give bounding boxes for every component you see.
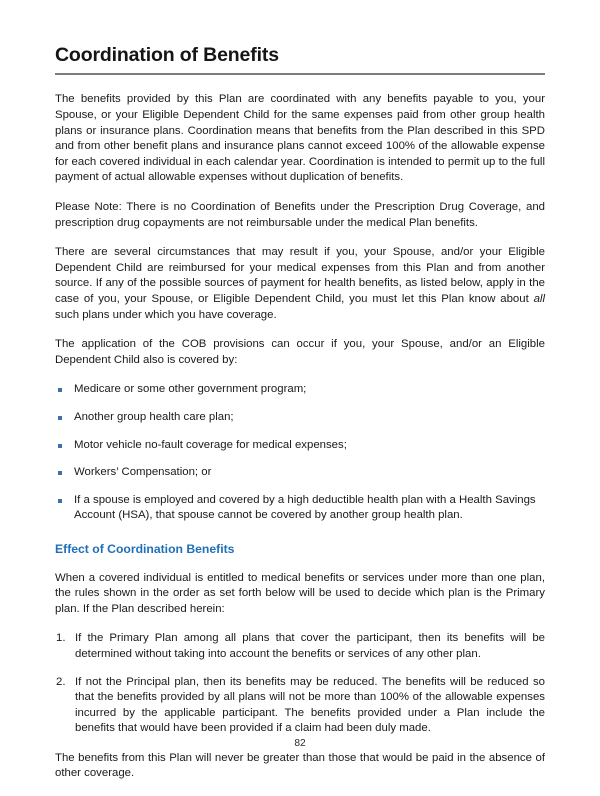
list-item-label: If not the Principal plan, then its benefits may be reduced. The benefits will be reduced so that the benefits provided by all plans will not be more than 100% of the allowable expenses incurred by the applicable participant. The benefits provided under a Plan include the benefits that would have been provided if a claim had been duly made. <box>75 675 545 735</box>
list-item-label: If the Primary Plan among all plans that cover the participant, then its benefits will be determined without taking into account the benefits or services of any other plan. <box>75 632 545 660</box>
list-item <box>55 493 545 524</box>
list-item-label: Motor vehicle no-fault coverage for medical expenses; <box>74 438 347 451</box>
list-item-label: Medicare or some other government program; <box>74 383 307 396</box>
list-item-label: If a spouse is employed and covered by a high deductible health plan with a Health Savings Account (HSA), that spouse cannot be covered by another group health plan. <box>74 493 536 522</box>
list-item-label: Workers’ Compensation; or <box>74 466 212 479</box>
list-item <box>55 382 545 398</box>
closing-paragraph: The benefits from this Plan will never be greater than those that would be paid in the absence of other coverage. <box>55 751 545 780</box>
list-item <box>55 465 545 481</box>
section-sub-heading: Effect of Coordination Benefits <box>55 541 235 556</box>
square-bullet-icon <box>58 499 62 503</box>
square-bullet-icon <box>58 388 62 392</box>
coverage-sources-list <box>55 382 545 524</box>
square-bullet-icon <box>58 471 62 475</box>
list-item-number: 1. <box>56 632 66 645</box>
circumstances-text-part2: such plans under which you have coverage. <box>55 308 277 321</box>
square-bullet-icon <box>58 444 62 448</box>
primary-plan-rules-list <box>55 631 545 737</box>
circumstances-paragraph <box>55 245 545 323</box>
page-content <box>55 44 545 796</box>
page-number: 82 <box>294 738 306 749</box>
list-item-label: Another group health care plan; <box>74 410 234 423</box>
title-divider <box>55 73 545 75</box>
list-item <box>55 410 545 426</box>
intro-paragraph: The benefits provided by this Plan are coordinated with any benefits payable to you, your Spouse, or your Eligible Dependent Child for the same expenses paid from other group health plans or insurance plans. Coordination means that benefits from the Plan described in this SPD and from other benefit plans and insurance plans cannot exceed 100% of the allowable expense for each covered individual in each calendar year. Coordination is intended to permit up to the full payment of actual allowable expenses without duplication of benefits. <box>55 93 545 184</box>
effect-intro-paragraph: When a covered individual is entitled to medical benefits or services under more than one plan, the rules shown in the order as set forth below will be used to decide which plan is the Primary plan. If the Plan described herein: <box>55 571 545 615</box>
circumstances-text-part1: There are several circumstances that may result if you, your Spouse, and/or your Eligible Dependent Child are reimbursed for your medical expenses from this Plan and from another source. If any of the possible sources of payment for health benefits, as listed below, apply in the case of you, your Spouse, or Eligible Dependent Child, you must let this Plan know about <box>55 246 545 305</box>
list-item <box>55 438 545 454</box>
list-item <box>55 675 545 737</box>
cob-application-paragraph: The application of the COB provisions can occur if you, your Spouse, and/or an Eligible Dependent Child also is covered by: <box>55 338 545 366</box>
please-note-paragraph: Please Note: There is no Coordination of Benefits under the Prescription Drug Coverage, and prescription drug copayments are not reimbursable under the medical Plan benefits. <box>55 200 545 229</box>
list-item <box>55 631 545 662</box>
list-item-number: 2. <box>56 675 66 688</box>
circumstances-emphasis: all <box>533 292 545 305</box>
square-bullet-icon <box>58 416 62 420</box>
page-title: Coordination of Benefits <box>55 44 279 66</box>
